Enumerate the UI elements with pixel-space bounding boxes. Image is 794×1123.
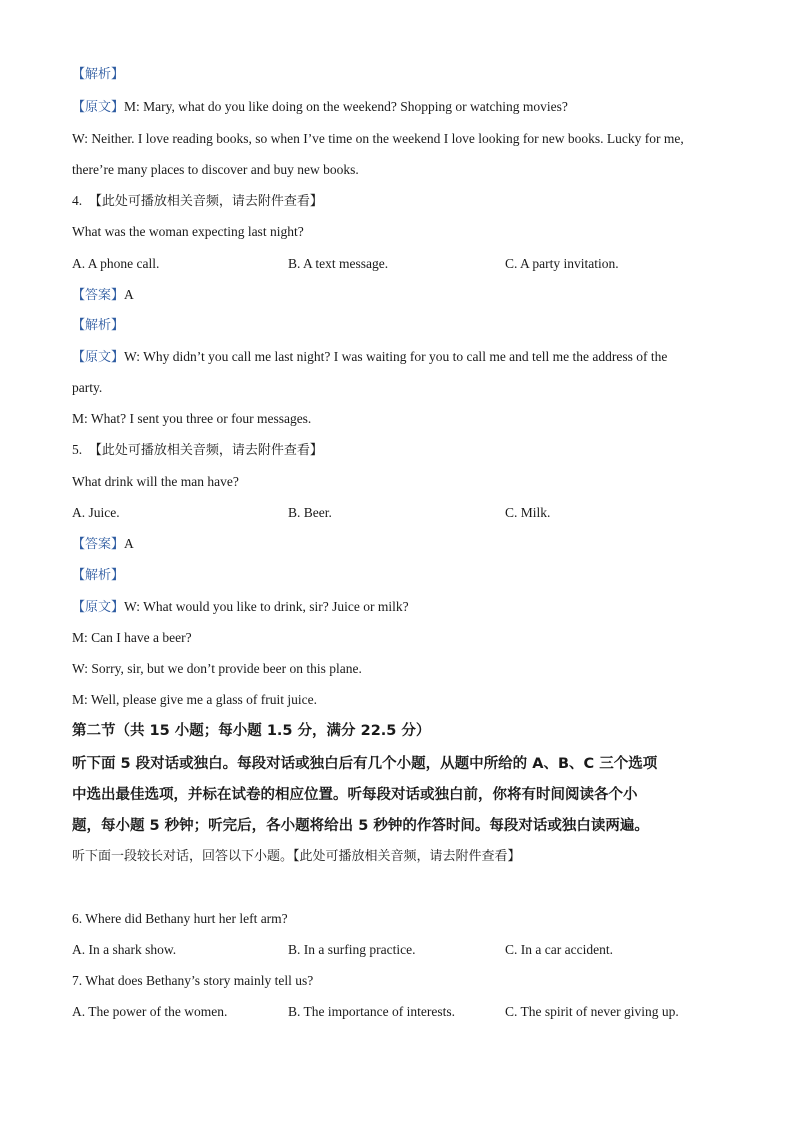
option-b: B. A text message. (288, 256, 389, 271)
question-text: What was the woman expecting last night? (72, 224, 304, 239)
answer-value: A (124, 536, 134, 551)
section-title: 第二节（共 15 小题；每小题 1.5 分，满分 22.5 分） (72, 723, 431, 739)
question-text: What drink will the man have? (72, 474, 239, 489)
transcript-text: W: What would you like to drink, sir? Juice or milk? (124, 599, 409, 614)
transcript-line: W: Sorry, sir, but we don’t provide beer on this plane. (72, 661, 362, 676)
transcript-tag: 【原文】 (72, 350, 125, 365)
answer-tag: 【答案】 (72, 537, 125, 552)
question-number: 5. (72, 442, 83, 457)
section-instructions-line: 听下面 5 段对话或独白。每段对话或独白后有几个小题，从题中所给的 A、B、C 三个选项 (72, 756, 658, 772)
analysis-tag: 【解析】 (72, 67, 125, 82)
section-instructions-line: 中选出最佳选项，并标在试卷的相应位置。听每段对话或独白前，你将有时间阅读各个小 (72, 787, 638, 803)
question-number: 4. (72, 193, 83, 208)
transcript-line: there’re many places to discover and buy new books. (72, 162, 359, 177)
transcript-line: party. (72, 380, 103, 395)
transcript-tag: 【原文】 (72, 100, 125, 115)
answer-line (72, 535, 134, 554)
option-c: C. In a car accident. (505, 942, 613, 957)
analysis-tag: 【解析】 (72, 318, 125, 333)
answer-tag: 【答案】 (72, 288, 125, 303)
option-a: A. In a shark show. (72, 942, 177, 957)
transcript-line (72, 348, 667, 367)
question-header (72, 192, 323, 211)
answer-value: A (124, 287, 134, 302)
section-instructions-line: 题，每小题 5 秒钟；听完后，各小题将给出 5 秒钟的作答时间。每段对话或独白读两遍。 (72, 818, 649, 834)
option-b: B. The importance of interests. (288, 1004, 455, 1019)
option-a: A. A phone call. (72, 256, 160, 271)
transcript-line (72, 98, 568, 117)
option-a: A. The power of the women. (72, 1004, 228, 1019)
option-c: C. The spirit of never giving up. (505, 1004, 679, 1019)
audio-tag: 【此处可播放相关音频，请去附件查看】 (293, 849, 521, 864)
option-c: C. A party invitation. (505, 256, 619, 271)
audio-instruction (72, 848, 521, 866)
option-c: C. Milk. (505, 505, 551, 520)
option-a: A. Juice. (72, 505, 120, 520)
transcript-line (72, 598, 409, 617)
question-text: 6. Where did Bethany hurt her left arm? (72, 911, 288, 926)
transcript-line: M: Well, please give me a glass of fruit juice. (72, 692, 317, 707)
option-b: B. Beer. (288, 505, 332, 520)
transcript-line: M: What? I sent you three or four messages. (72, 411, 312, 426)
audio-tag: 【此处可播放相关音频，请去附件查看】 (88, 194, 323, 209)
transcript-tag: 【原文】 (72, 600, 125, 615)
transcript-line: W: Neither. I love reading books, so when I’ve time on the weekend I love looking for new books. Lucky for me, (72, 131, 684, 146)
answer-line (72, 286, 134, 305)
question-text: 7. What does Bethany’s story mainly tell us? (72, 973, 314, 988)
transcript-line: M: Can I have a beer? (72, 630, 192, 645)
transcript-text: W: Why didn’t you call me last night? I was waiting for you to call me and tell me the address of the (124, 349, 668, 364)
transcript-text: M: Mary, what do you like doing on the weekend? Shopping or watching movies? (124, 99, 568, 114)
audio-tag: 【此处可播放相关音频，请去附件查看】 (88, 443, 323, 458)
option-b: B. In a surfing practice. (288, 942, 416, 957)
question-header (72, 441, 323, 460)
audio-instruction-text: 听下面一段较长对话，回答以下小题。 (72, 849, 294, 864)
analysis-tag: 【解析】 (72, 568, 125, 583)
